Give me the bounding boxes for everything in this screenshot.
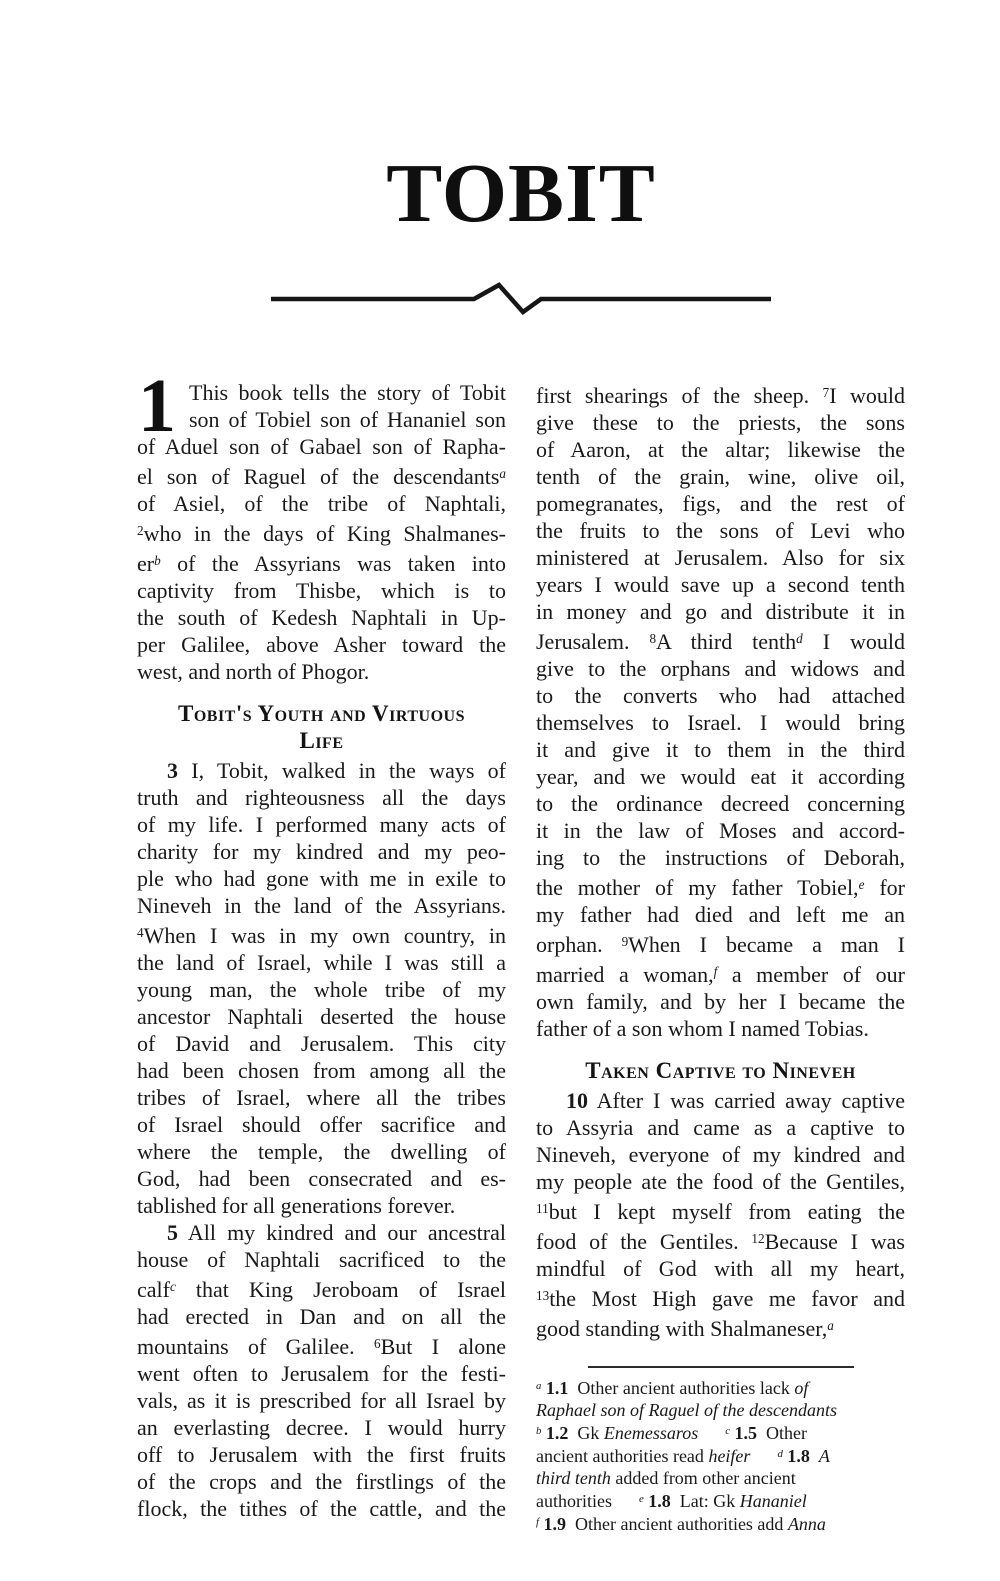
page-title: TOBIT xyxy=(386,147,656,240)
text-line: the land of Israel, while I was still a xyxy=(137,949,506,975)
text-line: Tobit's Youth and Virtuous xyxy=(178,700,465,726)
section-heading-tobits-youth xyxy=(137,700,506,754)
text-line: in money and go and distribute it in xyxy=(536,598,905,624)
text-line: my people ate the food of the Gentiles, xyxy=(536,1168,905,1194)
text-line: captivity from Thisbe, which is to xyxy=(137,577,506,603)
text-line: ple who had gone with me in exile to xyxy=(137,865,506,891)
text-line: it in the law of Moses and accord- xyxy=(536,817,905,843)
text-line: vals, as it is prescribed for all Israel by xyxy=(137,1387,506,1413)
text-line: ancient authorities read heifer $^d$ 1.8 A xyxy=(536,1446,830,1467)
text-line: Life xyxy=(299,727,344,753)
text-line: give to the orphans and widows and xyxy=(536,655,905,681)
text-line: of David and Jerusalem. This city xyxy=(137,1030,506,1056)
text-line: own family, and by her I became the xyxy=(536,988,905,1014)
text-line: give these to the priests, the sons xyxy=(536,409,905,435)
text-line: tenth of the grain, wine, olive oil, xyxy=(536,463,905,489)
text-columns xyxy=(137,364,906,1536)
text-line: charity for my kindred and my peo- xyxy=(137,838,506,864)
text-line: tribes of Israel, where all the tribes xyxy=(137,1084,506,1110)
text-line: the south of Kedesh Naphtali in Up- xyxy=(137,604,506,630)
chapter-number-dropcap: 1 xyxy=(138,364,176,448)
text-line: calf$^c$ that King Jeroboam of Israel xyxy=(137,1276,506,1302)
paragraph-4 xyxy=(536,1087,905,1342)
text-line: ministered at Jerusalem. Also for six xyxy=(536,544,905,570)
text-line: $^b$ 1.2 Gk Enemessaros $^c$ 1.5 Other xyxy=(536,1422,808,1443)
text-line: Nineveh, everyone of my kindred and xyxy=(536,1141,905,1167)
paragraph-2 xyxy=(137,757,506,1219)
footnote-separator xyxy=(588,1366,854,1368)
text-line: Jerusalem. $^8$A third tenth$^d$ I would xyxy=(536,628,906,654)
text-line: $er^b$ of the Assyrians was taken into xyxy=(137,550,506,576)
text-line: house of Naphtali sacrificed to the xyxy=(137,1246,506,1272)
column-left xyxy=(137,364,506,1536)
text-line: $^{13}$the Most High gave me favor and xyxy=(536,1285,905,1311)
text-line: first shearings of the sheep. $^7$I would xyxy=(536,382,906,408)
text-line: truth and righteousness all the days xyxy=(137,784,506,810)
text-line: 5 All my kindred and our ancestral xyxy=(167,1219,506,1245)
bible-page xyxy=(137,0,905,1581)
text-line: of Aduel son of Gabael son of Rapha- xyxy=(137,434,506,459)
text-line: where the temple, the dwelling of xyxy=(137,1138,506,1164)
text-line: the mother of my father Tobiel,$^e$ for xyxy=(536,874,906,900)
text-line: west, and north of Phogor. xyxy=(137,658,370,684)
text-line: el son of Raguel of the descendants$^a$ xyxy=(137,463,506,489)
text-line: an everlasting decree. I would hurry xyxy=(137,1414,506,1440)
text-line: to Assyria and came as a captive to xyxy=(536,1114,905,1140)
text-line: good standing with Shalmaneser,$^a$ xyxy=(536,1315,834,1341)
text-line: mountains of Galilee. $^6$But I alone xyxy=(137,1333,506,1359)
text-line: $^{11}$but I kept myself from eating the xyxy=(536,1198,905,1224)
text-line: father of a son whom I named Tobias. xyxy=(536,1015,869,1041)
text-line: had erected in Dan and on all the xyxy=(137,1303,506,1329)
text-line: of my life. I performed many acts of xyxy=(137,811,506,837)
text-line: Raphael son of Raguel of the descendants xyxy=(536,1399,837,1420)
text-line: of Israel should offer sacrifice and xyxy=(137,1111,506,1137)
text-line: $^4$When I was in my own country, in xyxy=(137,922,506,948)
text-line: the fruits to the sons of Levi who xyxy=(536,517,905,543)
text-line: orphan. $^9$When I became a man I xyxy=(536,931,905,957)
text-line: God, had been consecrated and es- xyxy=(137,1165,506,1191)
text-line: $^2$who in the days of King Shalmanes- xyxy=(137,520,506,546)
text-line: mindful of God with all my heart, xyxy=(536,1255,905,1281)
text-line: went often to Jerusalem for the festi- xyxy=(137,1360,506,1386)
text-line: $^a$ 1.1 Other ancient authorities lack of xyxy=(536,1378,809,1399)
text-line: year, and we would eat it according xyxy=(536,763,905,789)
text-line: years I would save up a second tenth xyxy=(536,571,905,597)
text-line: third tenth added from other ancient xyxy=(536,1467,796,1488)
text-line: ancestor Naphtali deserted the house xyxy=(137,1003,506,1029)
text-line: flock, the tithes of the cattle, and the xyxy=(137,1495,506,1521)
text-line: young man, the whole tribe of my xyxy=(137,976,506,1002)
text-line: ing to the instructions of Deborah, xyxy=(536,844,905,870)
text-line: of Asiel, of the tribe of Naphtali, xyxy=(137,490,506,516)
text-line: authorities $^e$ 1.8 Lat: Gk Hananiel xyxy=(536,1490,807,1511)
text-line: to the converts who had attached xyxy=(536,682,905,708)
paragraph-3-continued xyxy=(536,379,905,1042)
text-line: my father had died and left me an xyxy=(536,901,905,927)
text-line: had been chosen from among all the xyxy=(137,1057,506,1083)
text-line: $^f$ 1.9 Other ancient authorities add Anna xyxy=(536,1514,826,1535)
text-line: to the ordinance decreed concerning xyxy=(536,790,905,816)
text-line: son of Tobiel son of Hananiel son xyxy=(189,407,506,432)
text-line: 3 I, Tobit, walked in the ways of xyxy=(167,757,506,783)
paragraph-3 xyxy=(137,1219,506,1522)
text-line: Nineveh in the land of the Assyrians. xyxy=(137,892,506,918)
footnotes xyxy=(536,1376,905,1535)
text-line: it and give it to them in the third xyxy=(536,736,905,762)
text-line: Taken Captive to Nineveh xyxy=(585,1057,856,1083)
divider-zigzag-icon xyxy=(271,280,771,316)
text-line: food of the Gentiles. $^{12}$Because I was xyxy=(536,1228,905,1254)
section-heading-taken-captive xyxy=(536,1057,905,1084)
text-line: married a woman,$^f$ a member of our xyxy=(536,961,906,987)
text-line: This book tells the story of Tobit xyxy=(189,380,506,405)
text-line: pomegranates, figs, and the rest of xyxy=(536,490,905,516)
paragraph-1 xyxy=(137,364,506,685)
text-line: themselves to Israel. I would bring xyxy=(536,709,905,735)
text-line: tablished for all generations forever. xyxy=(137,1192,456,1218)
text-line: 10 After I was carried away captive xyxy=(566,1087,905,1113)
text-line: per Galilee, above Asher toward the xyxy=(137,631,506,657)
text-line: of the crops and the firstlings of the xyxy=(137,1468,506,1494)
text-line: of Aaron, at the altar; likewise the xyxy=(536,436,905,462)
ornament-divider xyxy=(271,280,771,316)
column-right xyxy=(536,379,905,1536)
text-line: off to Jerusalem with the first fruits xyxy=(137,1441,506,1467)
